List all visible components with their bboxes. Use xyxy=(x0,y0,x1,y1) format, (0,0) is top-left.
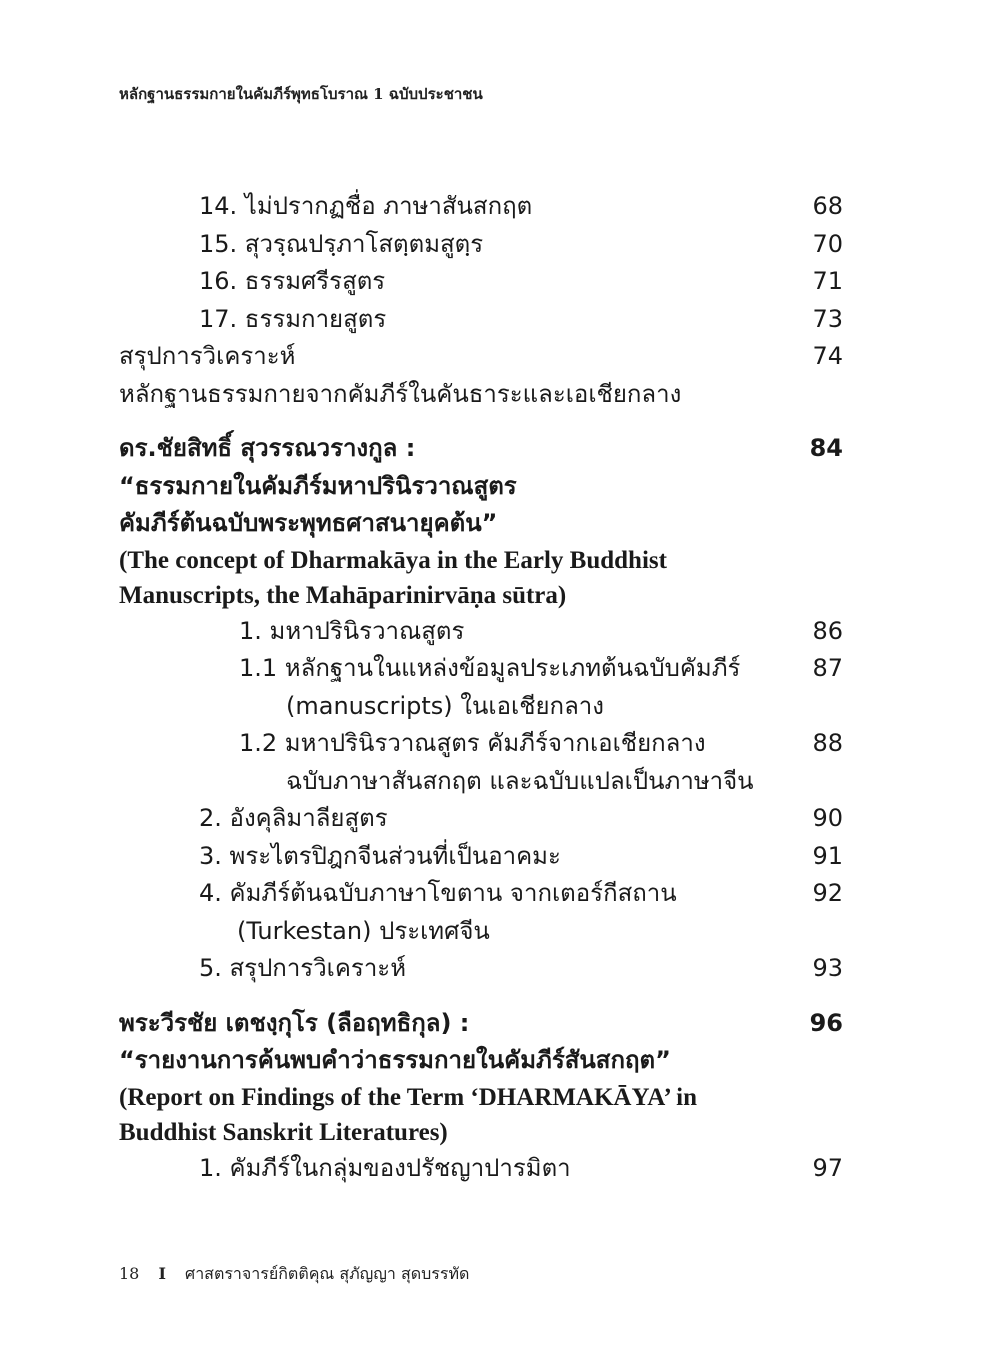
toc-entry-title: 17. ธรรมกายสูตร xyxy=(199,304,387,333)
page-footer xyxy=(119,1262,469,1287)
toc-entry-title: สรุปการวิเคราะห์ xyxy=(119,342,296,370)
toc-page-number: 86 xyxy=(812,616,843,645)
toc-page-number: 84 xyxy=(809,434,843,462)
toc-page-number: 70 xyxy=(812,229,843,258)
toc-entry-17 xyxy=(119,301,843,339)
toc-page-number: 93 xyxy=(812,954,843,982)
section-title-thai: “ธรรมกายในคัมภีร์มหาปรินิรวาณสูตร xyxy=(119,471,517,500)
toc-entry-15 xyxy=(119,226,843,264)
toc-page-number: 96 xyxy=(809,1008,843,1037)
toc-entry-title: 5. สรุปการวิเคราะห์ xyxy=(199,954,407,982)
toc-entry-title: หลักฐานธรรมกายจากคัมภีร์ในคันธาระและเอเชียกลาง xyxy=(119,379,682,408)
toc-entry-title: 15. สุวรฺณปรฺภาโสตฺตมสูตฺร xyxy=(199,229,484,258)
section-title-english: Buddhist Sanskrit Literatures) xyxy=(119,1118,448,1146)
toc-entry xyxy=(119,838,843,876)
toc-page-number: 91 xyxy=(812,841,843,870)
toc-page-number: 73 xyxy=(812,304,843,333)
section-title-english: (The concept of Dharmakāya in the Early Buddhist xyxy=(119,546,667,574)
toc-page-number: 88 xyxy=(812,729,843,757)
toc-entry-title: 2. อังคุลิมาลียสูตร xyxy=(199,804,388,832)
section-author-chaisit xyxy=(119,430,843,468)
author-name: พระวีรชัย เตชงฺกุโร (ลือฤทธิกุล) : xyxy=(119,1008,470,1037)
section-author-weerachai xyxy=(119,1005,843,1043)
toc-entry-title: 1. มหาปรินิรวาณสูตร xyxy=(239,616,465,645)
toc-entry-title: 3. พระไตรปิฎกจีนส่วนที่เป็นอาคมะ xyxy=(199,841,561,870)
toc-entry xyxy=(119,650,843,688)
section-title-english: Manuscripts, the Mahāparinirvāṇa sūtra) xyxy=(119,581,567,609)
running-header: หลักฐานธรรมกายในคัมภีร์พุทธโบราณ 1 ฉบับประชาชน xyxy=(119,85,483,103)
footer-author: ศาสตราจารย์กิตติคุณ สุภัญญา สุดบรรทัด xyxy=(185,1264,470,1283)
toc-entry xyxy=(119,613,843,651)
toc-page-number: 74 xyxy=(812,342,843,370)
toc-entry-title: 1.2 มหาปรินิรวาณสูตร คัมภีร์จากเอเชียกลาง xyxy=(239,729,706,757)
section-title-thai: คัมภีร์ต้นฉบับพระพุทธศาสนายุคต้น” xyxy=(119,509,498,537)
toc-entry-title: 16. ธรรมศรีรสูตร xyxy=(199,267,386,295)
toc-entry-title: 1.1 หลักฐานในแหล่งข้อมูลประเภทต้นฉบับคัมภีร์ xyxy=(239,654,741,682)
table-of-contents xyxy=(119,188,843,1187)
toc-entry xyxy=(119,950,843,988)
toc-page-number: 92 xyxy=(812,879,843,907)
toc-entry-title: 14. ไม่ปรากฏชื่อ ภาษาสันสกฤต xyxy=(199,192,533,220)
toc-page-number: 97 xyxy=(812,1153,843,1182)
toc-entry-continuation: (manuscripts) ในเอเชียกลาง xyxy=(286,691,604,720)
footer-separator: I xyxy=(158,1264,166,1283)
toc-page-number: 90 xyxy=(812,804,843,832)
toc-entry-continuation: ฉบับภาษาสันสกฤต และฉบับแปลเป็นภาษาจีน xyxy=(286,766,754,795)
toc-page-number: 68 xyxy=(812,192,843,220)
toc-entry-14 xyxy=(119,188,843,226)
toc-page-number: 71 xyxy=(812,267,843,295)
section-title-english: (Report on Findings of the Term ‘DHARMAKĀYA’ in xyxy=(119,1083,698,1111)
toc-entry-title: 4. คัมภีร์ต้นฉบับภาษาโขตาน จากเตอร์กีสถาน xyxy=(199,879,677,907)
toc-entry xyxy=(119,1150,843,1188)
toc-entry xyxy=(119,875,843,913)
section-title-thai: “รายงานการค้นพบคำว่าธรรมกายในคัมภีร์สันสกฤต” xyxy=(119,1046,671,1074)
toc-entry-16 xyxy=(119,263,843,301)
toc-entry xyxy=(119,725,843,763)
toc-entry xyxy=(119,800,843,838)
toc-entry-summary xyxy=(119,338,843,376)
toc-entry-continuation: (Turkestan) ประเทศจีน xyxy=(237,916,490,945)
toc-entry-title: 1. คัมภีร์ในกลุ่มของปรัชญาปารมิตา xyxy=(199,1153,571,1182)
footer-page-number: 18 xyxy=(119,1264,140,1283)
author-name: ดร.ชัยสิทธิ์ สุวรรณวรางกูล : xyxy=(119,434,416,462)
toc-page-number: 87 xyxy=(812,654,843,682)
toc-section-heading xyxy=(119,376,843,414)
